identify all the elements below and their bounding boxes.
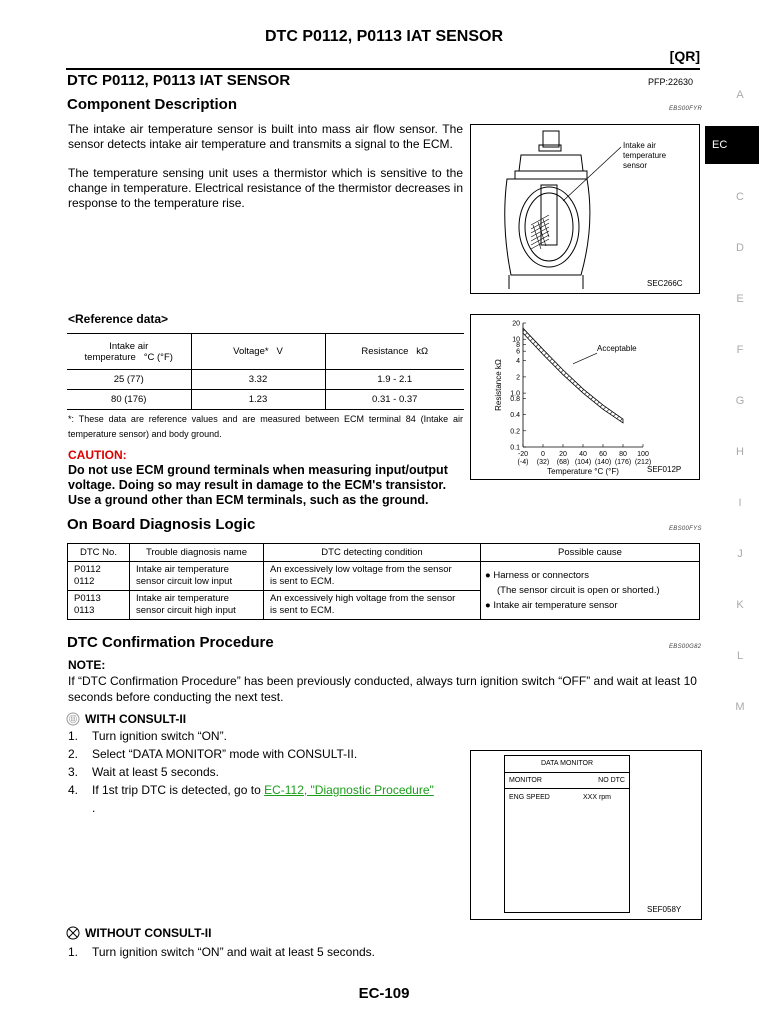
note-label: NOTE:	[68, 658, 106, 672]
cause-1: Harness or connectors	[493, 570, 589, 581]
monitor-screen	[504, 755, 630, 913]
no-tool-icon	[66, 926, 80, 940]
component-code: EBS00FYR	[669, 106, 703, 112]
x-tick-label-c: -20	[517, 451, 529, 458]
caution-label: CAUTION:	[68, 448, 127, 462]
y-tick-label: 0.8	[510, 395, 520, 403]
side-nav-item[interactable]: A	[736, 89, 744, 101]
side-nav-item[interactable]: G	[735, 395, 745, 407]
ref-cell-temp: 80 (176)	[67, 390, 191, 410]
x-tick-label-f: (32)	[536, 459, 550, 466]
obd-cell-condition	[264, 591, 481, 620]
x-tick-label-f: (-4)	[517, 459, 529, 466]
label-line-1: Intake air	[623, 141, 656, 150]
header-rule	[66, 68, 700, 70]
step-number: 3.	[68, 765, 79, 779]
y-axis-label: Resistance kΩ	[494, 359, 503, 411]
y-tick-label: 20	[512, 320, 520, 328]
ref-header-voltage	[191, 334, 325, 370]
pfp-code: PFP:22630	[648, 77, 694, 87]
dtc-line-2: 0112	[74, 576, 95, 587]
table-row	[67, 390, 464, 410]
obd-cell-dtc	[68, 562, 130, 591]
label-line-2: temperature	[623, 151, 667, 160]
ref-cell-temp: 25 (77)	[67, 370, 191, 390]
side-nav-item[interactable]: D	[736, 242, 744, 254]
x-tick-label-f: (140)	[594, 459, 612, 466]
obd-cell-name	[130, 562, 264, 591]
reference-table	[67, 333, 464, 410]
temp-header-line1: Intake air	[109, 340, 149, 352]
name-line-2: sensor circuit low input	[136, 576, 233, 587]
dtc-confirmation-title: DTC Confirmation Procedure	[67, 634, 274, 651]
resistance-header: Resistance	[361, 346, 409, 357]
table-row	[68, 562, 700, 591]
component-description-title: Component Description	[67, 96, 238, 113]
side-nav-item-active[interactable]: EC	[705, 126, 759, 164]
obd-header-name: Trouble diagnosis name	[130, 544, 264, 562]
x-tick-label-f: (104)	[574, 459, 592, 466]
without-consult-label: WITHOUT CONSULT-II	[85, 926, 212, 940]
side-nav-item[interactable]: E	[736, 293, 744, 305]
list-item	[68, 781, 468, 817]
x-tick-label-c: 80	[619, 451, 627, 458]
ref-cell-resistance: 0.31 - 0.37	[325, 390, 464, 410]
x-tick-label-c: 20	[559, 451, 567, 458]
cond-line-1: An excessively high voltage from the sensor	[270, 593, 456, 604]
step-number: 4.	[68, 783, 79, 797]
obd-cell-condition	[264, 562, 481, 591]
y-tick-label: 1.0	[510, 390, 520, 398]
dtc-line-1: P0112	[74, 564, 101, 575]
acceptable-band	[523, 328, 623, 423]
side-nav-item[interactable]: C	[736, 191, 744, 203]
cond-line-2: is sent to ECM.	[270, 576, 335, 587]
voltage-header: Voltage*	[233, 346, 269, 357]
name-line-2: sensor circuit high input	[136, 605, 236, 616]
ref-cell-voltage: 3.32	[191, 370, 325, 390]
diagnostic-procedure-link[interactable]: EC-112, "Diagnostic Procedure"	[264, 783, 434, 797]
step-number: 2.	[68, 747, 79, 761]
list-item	[68, 763, 468, 781]
monitor-row-label: ENG SPEED	[509, 794, 550, 801]
data-monitor-figure	[470, 750, 702, 920]
x-tick-label-c: 0	[541, 451, 545, 458]
consult-steps-list	[68, 727, 468, 817]
obd-header-condition: DTC detecting condition	[264, 544, 481, 562]
x-tick-label-f: (212)	[634, 459, 652, 466]
without-step	[68, 943, 375, 961]
obd-code: EBS00FYS	[669, 526, 702, 532]
x-tick-label-c: 40	[579, 451, 587, 458]
y-tick-label: 6	[516, 348, 520, 356]
obd-table	[67, 543, 700, 620]
y-tick-label: 10	[512, 336, 520, 344]
chart-figure-id: SEF012P	[647, 465, 682, 474]
component-para-1: The intake air temperature sensor is built into mass air flow sensor. The sensor detects intake air temperature and transmits a signal to the ECM.	[68, 122, 463, 151]
ref-cell-voltage: 1.23	[191, 390, 325, 410]
resistance-unit: kΩ	[416, 346, 429, 357]
step-text: Select “DATA MONITOR” mode with CONSULT-II.	[92, 747, 358, 761]
svg-text:⑪: ⑪	[69, 715, 77, 724]
monitor-row-value: XXX rpm	[583, 794, 612, 801]
monitor-data-row	[505, 789, 629, 807]
sensor-figure-id: SEC266C	[647, 279, 683, 288]
x-tick-label-f: (68)	[556, 459, 570, 466]
ref-cell-resistance: 1.9 - 2.1	[325, 370, 464, 390]
temp-header-unit: °C (°F)	[143, 351, 173, 363]
cause-1-detail: (The sensor circuit is open or shorted.)	[497, 585, 660, 596]
obd-cell-name	[130, 591, 264, 620]
x-tick-label-c: 60	[599, 451, 607, 458]
resistance-chart-figure	[470, 314, 700, 480]
obd-title: On Board Diagnosis Logic	[67, 516, 256, 533]
y-tick-label: 8	[516, 341, 520, 349]
side-nav	[712, 88, 768, 751]
temp-header-line2: temperature	[84, 351, 136, 363]
obd-header-cause: Possible cause	[481, 544, 700, 562]
monitor-header-row	[505, 773, 629, 789]
side-nav-item[interactable]: H	[736, 446, 744, 458]
label-line-3: sensor	[623, 161, 648, 170]
step-end: .	[92, 801, 96, 815]
y-tick-label: 0.4	[510, 412, 520, 420]
voltage-unit: V	[276, 346, 283, 357]
annotation-leader	[573, 353, 597, 364]
y-tick-label: 4	[516, 358, 520, 366]
monitor-figure-id: SEF058Y	[647, 905, 682, 914]
y-tick-label: 0.2	[510, 428, 520, 436]
cond-line-2: is sent to ECM.	[270, 605, 335, 616]
name-line-1: Intake air temperature	[136, 564, 229, 575]
without-consult-heading	[66, 926, 211, 940]
ref-header-temp	[67, 334, 191, 370]
table-row	[67, 370, 464, 390]
side-nav-item[interactable]: F	[736, 344, 744, 356]
name-line-1: Intake air temperature	[136, 593, 229, 604]
step-text: Wait at least 5 seconds.	[92, 765, 219, 779]
cond-line-1: An excessively low voltage from the sensor	[270, 564, 452, 575]
with-consult-heading	[66, 712, 186, 726]
dtc-line-2: 0113	[74, 605, 95, 616]
with-consult-label: WITH CONSULT-II	[85, 712, 187, 726]
list-item	[68, 745, 468, 763]
side-nav-item[interactable]: L	[736, 650, 744, 662]
dtc-confirmation-code: EBS00G82	[669, 644, 702, 650]
obd-header-dtc: DTC No.	[68, 544, 130, 562]
bullet-icon: ●	[485, 600, 491, 611]
obd-cell-causes	[481, 562, 700, 620]
step-text: Turn ignition switch “ON”.	[92, 729, 227, 743]
side-nav-item[interactable]: K	[736, 599, 744, 611]
qr-tag: [QR]	[669, 48, 700, 64]
monitor-col1: MONITOR	[509, 777, 542, 784]
resistance-chart	[471, 315, 699, 479]
x-tick-label-c: 100	[637, 451, 649, 458]
note-text: If “DTC Confirmation Procedure” has been previously conducted, always turn ignition switch “OFF” and wait at least 10 seconds before conducting the next test.	[68, 674, 697, 704]
side-nav-item[interactable]: I	[738, 497, 742, 509]
page-number: EC-109	[358, 985, 410, 1002]
dtc-line-1: P0113	[74, 593, 101, 604]
list-item	[68, 727, 468, 745]
step-text: If 1st trip DTC is detected, go to	[92, 783, 265, 797]
sensor-figure	[470, 124, 700, 294]
sensor-figure-label	[623, 141, 666, 171]
caution-text: Do not use ECM ground terminals when measuring input/output voltage. Doing so may result in damage to the ECM's transistor. Use a ground other than ECM terminals, such as the ground.	[68, 463, 448, 507]
bullet-icon: ●	[485, 570, 491, 581]
consult-tool-icon	[66, 712, 80, 726]
x-tick-label-f: (176)	[614, 459, 632, 466]
cause-2: Intake air temperature sensor	[493, 600, 618, 611]
component-para-2: The temperature sensing unit uses a thermistor which is sensitive to the change in temperature. Electrical resistance of the thermistor decreases in response to the temperature rise.	[68, 166, 463, 210]
section-title: DTC P0112, P0113 IAT SENSOR	[67, 72, 291, 89]
monitor-title: DATA MONITOR	[505, 756, 629, 773]
obd-cell-dtc	[68, 591, 130, 620]
step-number: 1.	[68, 729, 79, 743]
reference-data-title: <Reference data>	[68, 312, 169, 326]
x-axis-label: Temperature °C (°F)	[547, 467, 619, 476]
monitor-col2: NO DTC	[598, 777, 625, 784]
page-header-title: DTC P0112, P0113 IAT SENSOR	[264, 28, 504, 45]
side-nav-item[interactable]: M	[735, 701, 745, 713]
side-nav-item[interactable]: J	[737, 548, 743, 560]
step-text: Turn ignition switch “ON” and wait at least 5 seconds.	[92, 945, 376, 959]
ref-header-resistance	[325, 334, 464, 370]
y-tick-label: 2	[516, 374, 520, 382]
reference-footnote: *: These data are reference values and are measured between ECM terminal 84 (Intake air temperature sensor) and body ground.	[68, 414, 463, 439]
y-tick-label: 0.1	[510, 444, 520, 452]
annotation-label: Acceptable	[597, 344, 637, 354]
step-number: 1.	[68, 945, 79, 959]
